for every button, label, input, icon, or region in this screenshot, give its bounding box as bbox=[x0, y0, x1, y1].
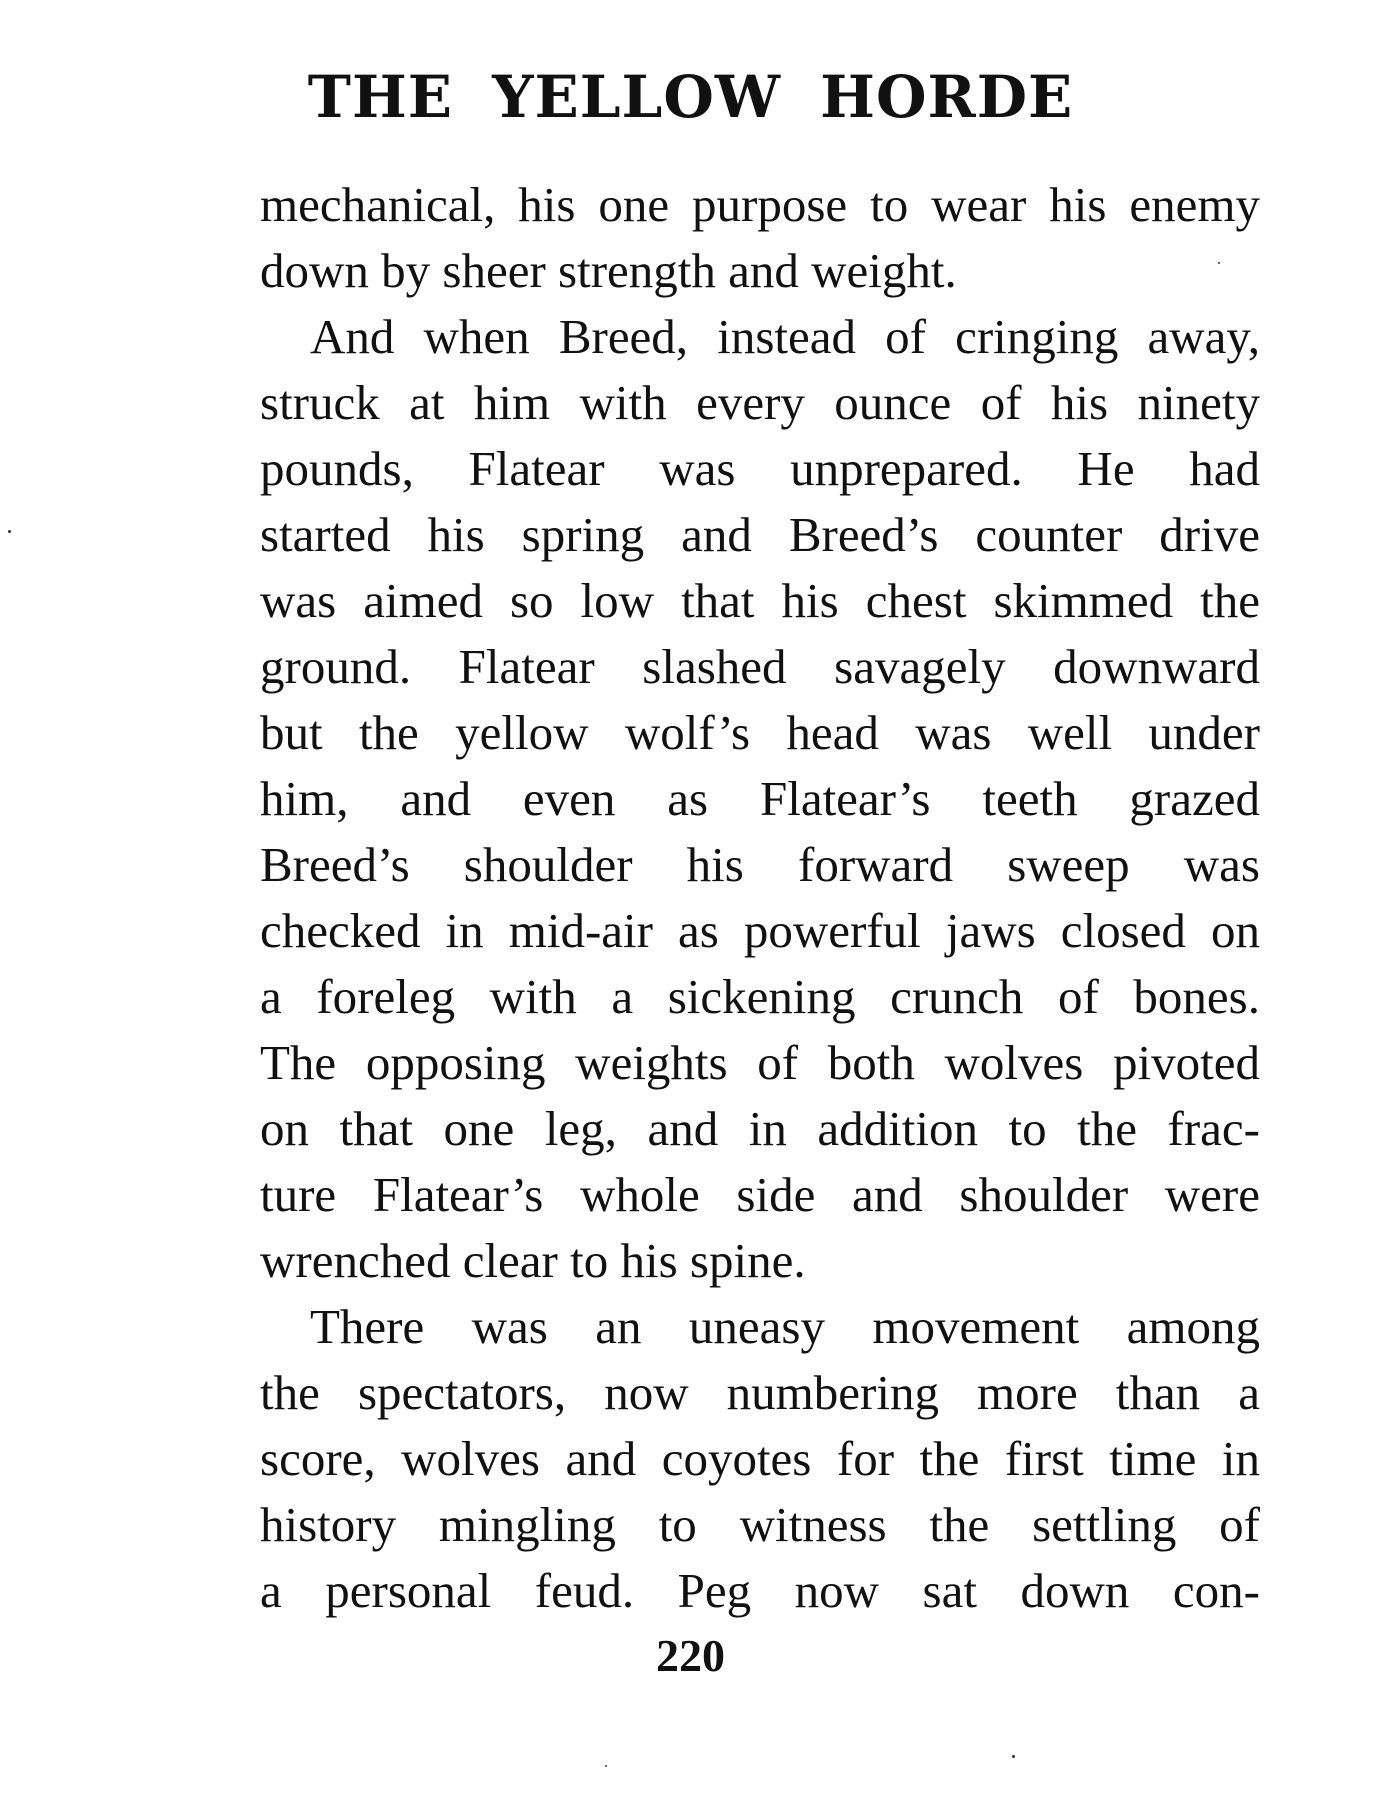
text-line: him, and even as Flatear’s teeth grazed bbox=[260, 771, 1260, 826]
text-line: mechanical, his one purpose to wear his enemy bbox=[260, 177, 1260, 232]
text-line: history mingling to witness the settling of bbox=[260, 1497, 1260, 1552]
text-line: on that one leg, and in addition to the frac- bbox=[260, 1101, 1260, 1156]
text-line: the spectators, now numbering more than a bbox=[260, 1365, 1260, 1420]
text-line: a personal feud. Peg now sat down con- bbox=[260, 1563, 1260, 1618]
text-line: ground. Flatear slashed savagely downward bbox=[260, 639, 1260, 694]
text-line: There was an uneasy movement among bbox=[310, 1299, 1260, 1354]
text-line: started his spring and Breed’s counter drive bbox=[260, 507, 1260, 562]
text-line: And when Breed, instead of cringing away, bbox=[310, 309, 1260, 364]
text-line: struck at him with every ounce of his ninety bbox=[260, 375, 1260, 430]
text-line: ture Flatear’s whole side and shoulder were bbox=[260, 1167, 1260, 1222]
body-text bbox=[260, 172, 1260, 1624]
scan-speck bbox=[605, 1765, 607, 1767]
text-line: score, wolves and coyotes for the first time in bbox=[260, 1431, 1260, 1486]
text-line: wrenched clear to his spine. bbox=[260, 1233, 806, 1288]
text-line: The opposing weights of both wolves pivoted bbox=[260, 1035, 1260, 1090]
text-line: but the yellow wolf’s head was well under bbox=[260, 705, 1260, 760]
text-line: was aimed so low that his chest skimmed the bbox=[260, 573, 1260, 628]
scan-speck bbox=[8, 530, 11, 533]
text-line: a foreleg with a sickening crunch of bones. bbox=[260, 969, 1260, 1024]
text-line: checked in mid-air as powerful jaws closed on bbox=[260, 903, 1260, 958]
text-line: down by sheer strength and weight. bbox=[260, 243, 957, 298]
scan-speck bbox=[1218, 262, 1220, 264]
page-number: 220 bbox=[656, 1630, 725, 1681]
text-line: pounds, Flatear was unprepared. He had bbox=[260, 441, 1260, 496]
running-head: THE YELLOW HORDE bbox=[307, 63, 1074, 131]
text-line: Breed’s shoulder his forward sweep was bbox=[260, 837, 1260, 892]
scan-speck bbox=[1012, 1755, 1015, 1758]
